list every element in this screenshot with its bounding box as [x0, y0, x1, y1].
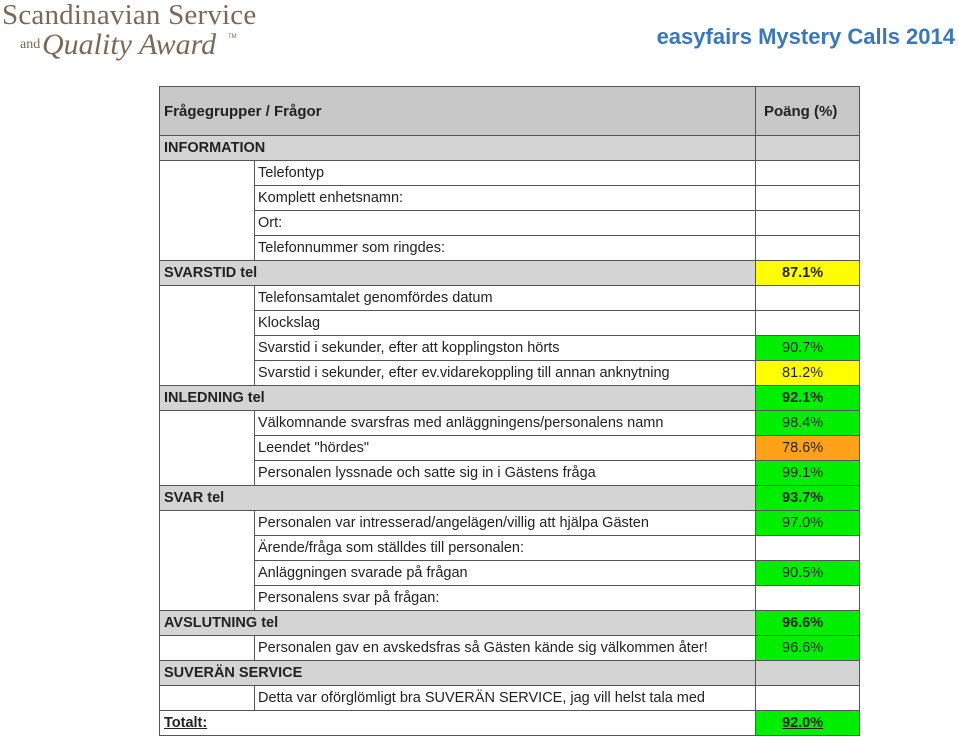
question-score: 97.0%	[756, 511, 860, 536]
indent-cell	[160, 361, 255, 386]
table-body	[160, 136, 860, 736]
question-label: Telefontyp	[255, 161, 756, 186]
question-label: Ort:	[255, 211, 756, 236]
question-label: Personalen var intresserad/angelägen/villig att hjälpa Gästen	[255, 511, 756, 536]
logo-text-line1: Scandinavian Service	[2, 0, 257, 31]
question-score	[756, 536, 860, 561]
group-label: AVSLUTNING tel	[160, 611, 756, 636]
question-row	[160, 436, 860, 461]
indent-cell	[160, 161, 255, 186]
question-score: 99.1%	[756, 461, 860, 486]
question-row	[160, 361, 860, 386]
question-score	[756, 236, 860, 261]
question-label: Klockslag	[255, 311, 756, 336]
indent-cell	[160, 236, 255, 261]
group-score: 93.7%	[756, 486, 860, 511]
question-score: 98.4%	[756, 411, 860, 436]
group-row	[160, 486, 860, 511]
indent-cell	[160, 561, 255, 586]
group-score: 96.6%	[756, 611, 860, 636]
question-label: Telefonnummer som ringdes:	[255, 236, 756, 261]
group-row	[160, 386, 860, 411]
question-row	[160, 286, 860, 311]
page-title: easyfairs Mystery Calls 2014	[656, 24, 955, 49]
indent-cell	[160, 586, 255, 611]
question-label: Svarstid i sekunder, efter ev.vidarekoppling till annan anknytning	[255, 361, 756, 386]
question-score: 81.2%	[756, 361, 860, 386]
indent-cell	[160, 286, 255, 311]
question-label: Svarstid i sekunder, efter att kopplingston hörts	[255, 336, 756, 361]
group-score: 92.1%	[756, 386, 860, 411]
question-score	[756, 186, 860, 211]
question-row	[160, 336, 860, 361]
results-table	[159, 86, 860, 736]
question-label: Detta var oförglömligt bra SUVERÄN SERVICE, jag vill helst tala med	[255, 686, 756, 711]
group-label: SUVERÄN SERVICE	[160, 661, 756, 686]
question-row	[160, 186, 860, 211]
total-label: Totalt:	[160, 711, 756, 736]
indent-cell	[160, 536, 255, 561]
indent-cell	[160, 636, 255, 661]
group-row	[160, 136, 860, 161]
question-score: 78.6%	[756, 436, 860, 461]
indent-cell	[160, 511, 255, 536]
indent-cell	[160, 311, 255, 336]
question-row	[160, 211, 860, 236]
logo-text-and: and	[20, 37, 41, 52]
question-row	[160, 561, 860, 586]
question-label: Telefonsamtalet genomfördes datum	[255, 286, 756, 311]
total-row	[160, 711, 860, 736]
question-row	[160, 686, 860, 711]
group-row	[160, 611, 860, 636]
question-row	[160, 461, 860, 486]
question-score	[756, 586, 860, 611]
table-header-row	[160, 87, 860, 136]
question-label: Komplett enhetsnamn:	[255, 186, 756, 211]
total-score: 92.0%	[756, 711, 860, 736]
logo-trademark: TM	[228, 34, 237, 40]
indent-cell	[160, 436, 255, 461]
group-label: INLEDNING tel	[160, 386, 756, 411]
question-row	[160, 161, 860, 186]
question-row	[160, 586, 860, 611]
question-label: Personalen gav en avskedsfras så Gästen kände sig välkommen åter!	[255, 636, 756, 661]
question-label: Personalen lyssnade och satte sig in i Gästens fråga	[255, 461, 756, 486]
question-label: Leendet "hördes"	[255, 436, 756, 461]
question-label: Välkomnande svarsfras med anläggningens/personalens namn	[255, 411, 756, 436]
indent-cell	[160, 211, 255, 236]
question-row	[160, 536, 860, 561]
results-table-container	[159, 86, 859, 736]
question-score	[756, 311, 860, 336]
group-row	[160, 661, 860, 686]
question-score: 90.7%	[756, 336, 860, 361]
indent-cell	[160, 461, 255, 486]
question-score	[756, 286, 860, 311]
question-row	[160, 236, 860, 261]
indent-cell	[160, 411, 255, 436]
question-score	[756, 686, 860, 711]
question-score: 90.5%	[756, 561, 860, 586]
indent-cell	[160, 336, 255, 361]
group-row	[160, 261, 860, 286]
group-label: INFORMATION	[160, 136, 756, 161]
group-label: SVARSTID tel	[160, 261, 756, 286]
question-row	[160, 636, 860, 661]
question-score	[756, 211, 860, 236]
question-row	[160, 311, 860, 336]
header-score: Poäng (%)	[756, 87, 860, 136]
group-label: SVAR tel	[160, 486, 756, 511]
group-score	[756, 136, 860, 161]
award-logo	[0, 0, 280, 72]
group-score	[756, 661, 860, 686]
indent-cell	[160, 686, 255, 711]
group-score: 87.1%	[756, 261, 860, 286]
question-label: Personalens svar på frågan:	[255, 586, 756, 611]
indent-cell	[160, 186, 255, 211]
question-label: Anläggningen svarade på frågan	[255, 561, 756, 586]
question-row	[160, 411, 860, 436]
question-label: Ärende/fråga som ställdes till personalen:	[255, 536, 756, 561]
question-score: 96.6%	[756, 636, 860, 661]
header-questions: Frågegrupper / Frågor	[160, 87, 756, 136]
question-row	[160, 511, 860, 536]
logo-text-line2: Quality Award	[42, 28, 217, 61]
question-score	[756, 161, 860, 186]
